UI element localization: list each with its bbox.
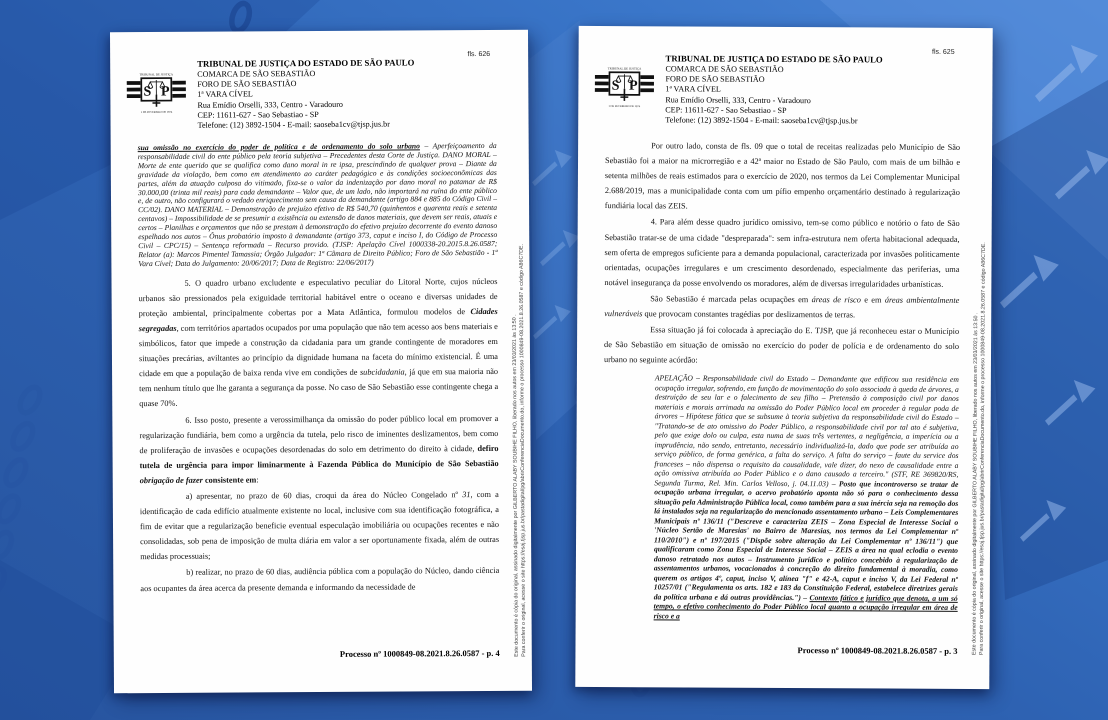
seal-arc-text: TRIBUNAL DE JUSTIÇA xyxy=(607,66,642,71)
text-run: Contexto fático e jurídico que denota, a um só tempo, o efetivo conhecimento do Poder Público local quanto a ocupação irregular em área de risco e a xyxy=(653,593,958,621)
court-letterhead xyxy=(594,53,960,127)
letterhead-line: Rua Emídio Orselli, 333, Centro - Varadouro xyxy=(197,99,343,110)
document-page-right xyxy=(575,26,992,689)
text-run: sua omissão no exercício do poder de política e de ordenamento do solo urbano xyxy=(137,141,420,153)
text-run: , com a identificação de cada edifício atualmente existente no local, inclusive com sua identificação fotográfica, a fim de evitar que a regularização beneficie eventual especulação imobiliária ou ocupações recentes e não consolidadas, sob pena de imposição de multa diária em valor a ser oportunamente fixada, além de outras medidas processuais; xyxy=(139,489,500,562)
letterhead-title: TRIBUNAL DE JUSTIÇA DO ESTADO DE SÃO PAULO xyxy=(197,57,415,69)
paragraph xyxy=(139,410,498,488)
letterhead-line: 1ª VARA CÍVEL xyxy=(197,89,253,100)
text-run: , já que em sua maioria não tem nenhum título que lhe garanta a segurança da posse. No caso de São Sebastião esse contingente chega a quase 70%. xyxy=(139,367,499,409)
text-run: áreas de risco xyxy=(811,295,861,305)
text-run: defiro tutela de urgência para impor liminarmente à Fazenda Pública do Município de São Sebastião xyxy=(139,443,499,470)
stamp-line-signature: Este documento é cópia do original, assinado digitalmente por GILBERTO ALABY SOUBIHE FILHO, liberado nos autos em 23/03/2021 às 13:50 . xyxy=(971,312,980,656)
folio-number: fls. 626 xyxy=(467,50,491,59)
letterhead-line: Telefone: (12) 3892-1504 - E-mail: saoseba1cv@tjsp.jus.br xyxy=(665,115,858,126)
letterhead-line: COMARCA DE SÃO SEBASTIÃO xyxy=(665,64,784,74)
text-run: , com territórios apartados ocupados por uma população que não tem acesso aos bens materiais e simbólicos, fator que impede a construção da cidadania para um grande contingente de moradores em situações precárias, aviltantes ao princípio da dignidade humana na faceta do mínimo existencial. É uma cidade em que a população de baixa renda vive em condições de xyxy=(138,321,499,379)
text-run: a) apresentar, no prazo de 60 dias, croqui da área do Núcleo Congelado nº xyxy=(185,490,463,501)
stamp-line-signature: Este documento é cópia do original, assinado digitalmente por GILBERTO ALABY SOUBIHE FILHO, liberado nos autos em 23/03/2021 às 13:50 . xyxy=(512,314,521,657)
letterhead-line: Telefone: (12) 3892-1504 - E-mail: saoseba1cv@tjsp.jus.br xyxy=(197,119,390,130)
text-run: Cidades segregadas xyxy=(138,306,498,334)
text-run: 6. Isso posto, presente a verossimilhança da omissão do poder público local em promover a regularização fundiária, bem como a urgência da tutela, pelo risco de iminentes deslizamentos, bem como de proliferação de invasões e ocupações desordenadas do solo em detrimento do direito à cidade, xyxy=(139,413,499,455)
paragraph xyxy=(654,374,959,623)
document-page-left xyxy=(110,30,532,694)
seal-date-text: 1 DE FEVEREIRO DE 1874 xyxy=(608,104,641,109)
paragraph xyxy=(604,215,959,292)
letterhead-line: 1ª VARA CÍVEL xyxy=(665,84,721,95)
court-letterhead xyxy=(126,57,496,131)
stamp-line-verification: Para conferir o original, acesse o site https://esaj.tjsp.jus.br/pastadigital/pg/abrirConferenciaDocumento.do, informe o processo 1000849-08.2021.8.26.0587 e código A86C7DE. xyxy=(518,243,528,657)
tjsp-seal xyxy=(126,70,186,121)
seal-letter-p: P xyxy=(160,83,170,100)
paragraph xyxy=(604,322,959,369)
text-run: Por outro lado, consta de fls. 09 que o total de receitas realizadas pelo Município de São Sebastião foi a maior na microrregião e a 42ª maior no Estado de São Paulo, com mais de um bilhão e setenta milhões de reais estimados para o exercício de 2020, nos termos da Lei Complementar Municipal 2.688/2019, mas a municipalidade conta com um pífio empenho orçamentário destinado à regularização fundiária local das ZEIS. xyxy=(604,141,961,211)
paragraph xyxy=(138,274,498,412)
letterhead-line: FORO DE SÃO SEBASTIÃO xyxy=(197,79,297,89)
text-run: e em xyxy=(860,295,885,305)
seal-date-text: 1 DE FEVEREIRO DE 1874 xyxy=(140,110,173,114)
folio-number: fls. 625 xyxy=(932,48,955,56)
letterhead-line: COMARCA DE SÃO SEBASTIÃO xyxy=(197,69,316,79)
text-run: – Aperfeiçoamento da responsabilidade civil do ente público pela teoria subjetiva – Precedentes desta Corte de Justiça. DANO MORAL – Morte de ente querido que se qualifica como dano moral in re ipsa, prescindindo de qualquer prova – Diante da gravidade da violação, bem como em atendimento ao caráter pedagógico e às condições socioeconômicas das partes, além da atuação culposa do vitimado, fixa-se o valor da indenização por dano moral no patamar de R$ 30.000,00 (trinta mil reais) para cada demandante – Valor que, de um lado, não importará na ruína do ente público e, de outro, não configurará o vedado enriquecimento sem causa da demandante (artigo 884 e 885 do Código Civil – CC/02). DANO MATERIAL – Demonstração de prejuízo efetivo de R$ 540,70 (quinhentos e quarenta reais e setenta centavos) – Impossibilidade de se presumir a existência ou extensão de danos materiais, que devem ser reais, atuais e certos – Planilhas e orçamentos que não se prestam à demonstração do efetivo prejuízo decorrente do evento danoso espelhado nos autos – Ônus probatório imposto à demandante (artigo 373, caput e inciso I, do Código de Processo Civil – CPC/15) – Sentença reformada – Recurso provido. (TJSP: Apelação Cível 1000338-20.2015.8.26.0587; Relator (a): Marcos Pimentel Tamassia; Órgão Julgador: 1ª Câmara de Direito Público; Foro de São Sebastião - 1ª Vara Cível; Data do Julgamento: 20/06/2017; Data de Registro: 22/06/2017) xyxy=(137,140,498,268)
text-run: subcidadania xyxy=(359,367,405,378)
text-run: áreas ambientalmente vulneráveis xyxy=(604,295,960,319)
text-run: Posto que incontroverso se tratar de ocupação urbana irregular, o acervo probatório aponta não só para o conhecimento dessa situação pela Administração Pública local, como também para a sua inércia seja na remoção dos lá instalados seja na regularização do mencionado assentamento urbano – Leis Complementares Municipais nº 136/11 ("Descreve e caracteriza ZEIS – Zona Especial de Interesse Social o 'Núcleo Sertão de Maresias' no Bairro de Maresias, nos termos da Lei Complementar nº 110/2010") e nº 197/2015 ("Dispõe sobre alteração da Lei Complementar nº 136/11") que qualificaram como Zona Especial de Interesse Social – ZEIS a área na qual eclodia o evento danoso retratado nos autos – Instrumento jurídico e político concebido à regularização de assentamentos urbanos, vocacionados à concreção do direito fundamental à moradia, como querem os artigos 4º, caput, inciso V, alínea "f" e 42-A, caput e inciso V, da Lei Federal nº 10257/01 ("Regulamenta os arts. 182 e 183 da Constituição Federal, estabelece diretrizes gerais da política urbana e dá outras providências.") – xyxy=(653,479,959,603)
text-run: : xyxy=(256,475,259,485)
text-run: b) realizar, no prazo de 60 dias, audiência pública com a população do Núcleo, dando ciência aos ocupantes da área acerca da presente demanda e informando da necessidade de xyxy=(140,566,500,593)
letterhead-title: TRIBUNAL DE JUSTIÇA DO ESTADO DE SÃO PAULO xyxy=(665,53,883,65)
text-run: 5. O quadro urbano excludente e especulativo peculiar do Litoral Norte, cujos núcleos urbanos são pressionados pela exiguidade territorial habitável entre o oceano e diversas unidades de proteção ambiental, principalmente cobertas por a Mata Atlântica, formulou modelos de xyxy=(138,276,498,318)
paragraph xyxy=(604,291,959,323)
paragraph xyxy=(138,142,498,269)
text-run: 4. Para além desse quadro jurídico omissivo, tem-se como público e notório o fato de São Sebastião tratar-se de uma cidade "despreparada": sem infra-estrutura nem oferta habitacional adequada, sem oferta de empregos suficiente para a demanda populacional, caracterizada por invasões politicamente orientadas, ocupações irregulares e um crescimento desordenado, especialmente das periferias, uma notável insegurança da posse envolvendo os moradores, além de diversas irregularidades urbanísticas. xyxy=(604,217,960,289)
letterhead-line: Rua Emídio Orselli, 333, Centro - Varadouro xyxy=(665,94,811,105)
stamp-line-verification: Para conferir o original, acesse o site https://esaj.tjsp.jus.br/pastadigital/pg/abrirConferenciaDocumento.do, informe o processo 1000849-08.2021.8.26.0587 e código A86C7DE. xyxy=(979,242,988,656)
text-run: 31 xyxy=(462,490,471,500)
digital-signature-stamp xyxy=(511,152,529,657)
process-number-footer: Processo nº 1000849-08.2021.8.26.0587 - p. 4 xyxy=(339,647,500,659)
seal-letter-s: S xyxy=(611,77,620,94)
seal-letter-s: S xyxy=(143,83,152,100)
document-body xyxy=(138,142,500,597)
text-run: São Sebastião é marcada pelas ocupações em xyxy=(650,294,812,305)
text-run: Essa situação já foi colocada à apreciação do E. TJSP, que já reconheceu estar o Município de São Sebastião em situação de omissão no exercício do poder de polícia e de ordenamento do solo urbano no seguinte acórdão: xyxy=(603,325,960,365)
letterhead-line: CEP: 11611-627 - Sao Sebastiao - SP xyxy=(197,109,319,120)
paragraph xyxy=(140,487,499,565)
tjsp-seal xyxy=(594,64,654,115)
letterhead-line: CEP: 11611-627 - Sao Sebastiao - SP xyxy=(665,105,787,115)
text-run: consistente em xyxy=(202,475,257,485)
text-run: que provocam constantes tragédias por deslizamentos de terras. xyxy=(642,309,856,320)
seal-arc-text: TRIBUNAL DE JUSTIÇA xyxy=(139,72,173,77)
text-run: obrigação de fazer xyxy=(139,475,203,486)
letterhead-line: FORO DE SÃO SEBASTIÃO xyxy=(665,74,765,85)
paragraph xyxy=(140,563,499,595)
document-body xyxy=(603,138,961,622)
digital-signature-stamp xyxy=(972,150,989,655)
text-run: APELAÇÃO – Responsabilidade civil do Estado – Demandante que edificou sua residência em ocupação irregular, sofrendo, em função de movimentação do solo associada à queda de árvores, a destruição de seu lar e o falecimento de seu filho – Pretensão à composição civil por danos materiais e morais arrimada na omissão do Poder Público local em proceder à regular poda de árvores – Hipótese fática que se subsume à teoria subjetiva da responsabilidade civil do Estado – "Tratando-se de ato omissivo do Poder Público, a responsabilidade civil por tal ato é subjetiva, pelo que exige dolo ou culpa, esta numa de suas três vertentes, a negligência, a imperícia ou a imprudência, não sendo, entretanto, necessário individualizá-la, dado que pode ser atribuída ao serviço público, de forma genérica, a falta do serviço. A falta do serviço – faute du service dos franceses – não dispensa o requisito da causalidade, vale dizer, do nexo de causalidade entre a ação omissiva atribuída ao Poder Público e o dano causado a terceiro." (STF, RE 369820/RS, Segunda Turma, Rel. Min. Carlos Velloso, j. 04.11.03) – xyxy=(654,373,959,489)
seal-letter-p: P xyxy=(628,77,638,94)
paragraph xyxy=(605,138,960,215)
process-number-footer: Processo nº 1000849-08.2021.8.26.0587 - p. 3 xyxy=(797,645,958,656)
